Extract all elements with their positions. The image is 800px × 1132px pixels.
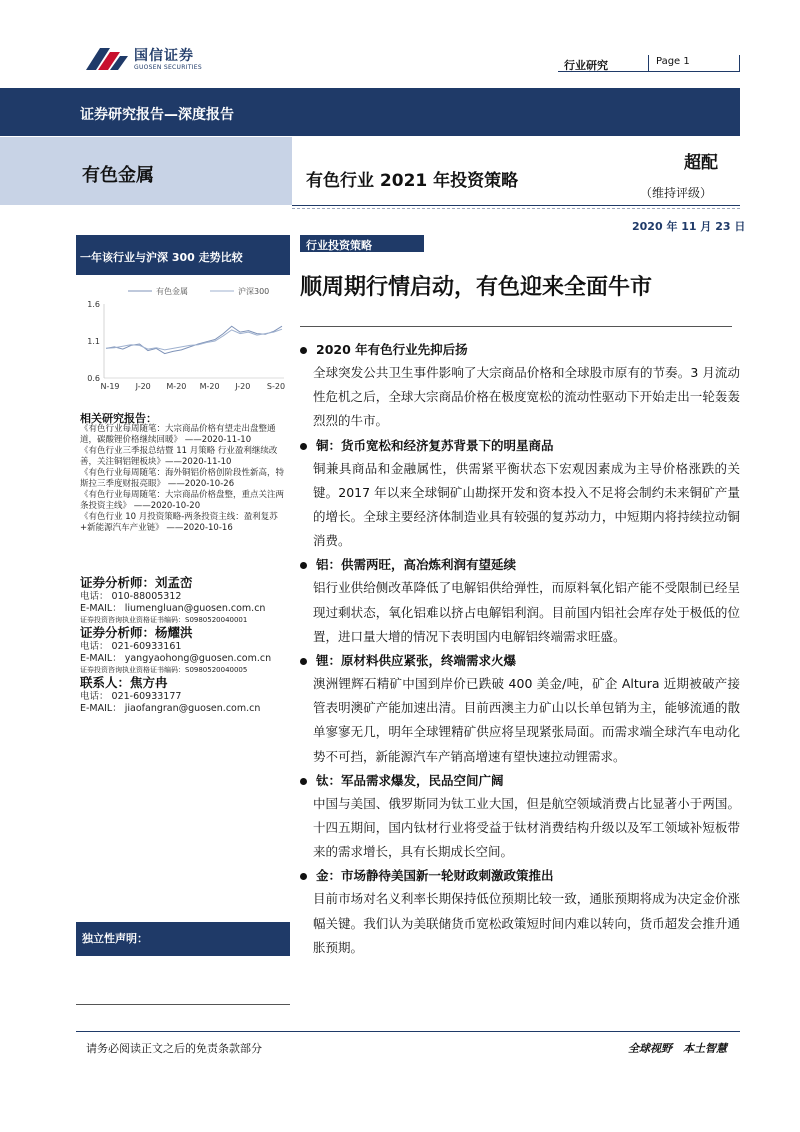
analyst-email[interactable]: E-MAIL： liumengluan@guosen.com.cn xyxy=(80,603,266,614)
page-number: Page 1 xyxy=(656,56,690,67)
chart-x-tick-label: N-19 xyxy=(100,382,120,391)
section-heading: 铜：货币宽松和经济复苏背景下的明星商品 xyxy=(300,435,740,457)
chart-legend-label: 有色金属 xyxy=(156,287,188,296)
bullet-icon xyxy=(300,873,307,880)
section-heading: 钛：军品需求爆发，民品空间广阔 xyxy=(300,770,740,792)
contact-phone: 电话： 021-60933177 xyxy=(80,691,182,702)
related-report-item[interactable]: 《有色行业每周随笔：大宗商品价格有望走出盘整通道，碳酸锂价格继续回暖》 ——2020-11-10 xyxy=(80,424,276,445)
chart-legend-label: 沪深300 xyxy=(238,287,270,296)
chart-x-tick-label: J-20 xyxy=(135,382,151,391)
bullet-icon xyxy=(300,778,307,785)
chart-series-line xyxy=(106,326,282,353)
section-paragraph: 铜兼具商品和金融属性，供需紧平衡状态下宏观因素成为主导价格涨跌的关键。2017 年以来全球铜矿山勘探开发和资本投入不足将会制约未来铜矿产量的增长。全球主要经济体制造业具有较强的复苏动力，中短期内将持续拉动铜消费。 xyxy=(313,460,740,549)
chart-y-tick-label: 1.6 xyxy=(87,300,100,309)
chart-y-tick-label: 0.6 xyxy=(87,374,100,383)
rating-note: （维持评级） xyxy=(640,186,713,200)
independence-title: 独立性声明： xyxy=(82,932,148,945)
headline: 顺周期行情启动，有色迎来全面牛市 xyxy=(300,275,653,300)
date-rule-dashed xyxy=(292,208,740,209)
headline-rule xyxy=(300,326,732,327)
analyst-license: 证券投资咨询执业资格证书编码：S0980520040001 xyxy=(80,616,248,624)
chart-x-tick-label: J-20 xyxy=(235,382,251,391)
chart-series-line xyxy=(106,329,282,350)
related-report-item[interactable]: 《有色行业每周随笔：海外铜铝价格创阶段性新高，特斯拉三季度财报亮眼》 ——2020-10-26 xyxy=(80,468,285,489)
section-paragraph: 目前市场对名义利率长期保持低位预期比较一致，通胀预期将成为决定金价涨幅关键。我们认为美联储货币宽松政策短时间内难以转向，货币超发会推升通胀预期。 xyxy=(313,891,740,955)
rating: 超配 xyxy=(684,153,718,173)
section-paragraph: 铝行业供给侧改革降低了电解铝供给弹性，而原料氧化铝产能不受限制已经呈现过剩状态，氧化铝难以挤占电解铝利润。目前国内铝社会库存处于极低的位置，进口量大增的情况下表明国内电解铝终端需求旺盛。 xyxy=(313,580,740,644)
report-summary xyxy=(300,338,740,960)
contact-name: 联系人：焦方冉 xyxy=(80,675,168,690)
bullet-icon xyxy=(300,658,307,665)
chart-x-tick-label: M-20 xyxy=(166,382,187,391)
chart-x-tick-label: S-20 xyxy=(266,382,286,391)
section-paragraph: 全球突发公共卫生事件影响了大宗商品价格和全球股市原有的节奏。3 月流动性危机之后，全球大宗商品价格在极度宽松的流动性驱动下开始走出一轮轰轰烈烈的牛市。 xyxy=(313,365,740,429)
footer-rule xyxy=(76,1031,740,1032)
logo-text-en: GUOSEN SECURITIES xyxy=(134,64,203,71)
bullet-icon xyxy=(300,443,307,450)
report-date: 2020 年 11 月 23 日 xyxy=(632,220,746,233)
related-reports-list xyxy=(80,424,288,534)
footer-disclaimer: 请务必阅读正文之后的免责条款部分 xyxy=(86,1042,262,1055)
section-paragraph: 澳洲锂辉石精矿中国到岸价已跌破 400 美金/吨，矿企 Altura 近期被破产接管表明澳矿产能加速出清。目前西澳主力矿山以长单包销为主，能够流通的散单寥寥无几，明年全球锂精矿供应将呈现紧张局面。而需求端全球汽车电动化势不可挡，新能源汽车产销高增速有望快速拉动锂需求。 xyxy=(313,676,740,764)
chart-y-tick-label: 1.1 xyxy=(87,337,100,346)
related-report-item[interactable]: 《有色行业 10 月投资策略-两条投资主线：盈利复苏+新能源汽车产业链》 ——2020-10-16 xyxy=(80,512,278,533)
related-report-item[interactable]: 《有色行业三季报总结暨 11 月策略 行业盈利继续改善，关注铜铝锂板块》——2020-11-10 xyxy=(80,446,278,467)
report-type-title: 证券研究报告—深度报告 xyxy=(80,107,234,123)
logo-text-cn: 国信证券 xyxy=(134,48,194,64)
analyst-email[interactable]: E-MAIL： yangyaohong@guosen.com.cn xyxy=(80,653,272,664)
header-divider-right xyxy=(739,55,740,72)
header-section-tag: 行业研究 xyxy=(564,59,608,72)
section-heading: 铝：供需两旺，高冶炼利润有望延续 xyxy=(300,554,740,576)
chart-x-tick-label: M-20 xyxy=(199,382,220,391)
footer-slogan: 全球视野 本土智慧 xyxy=(628,1042,727,1055)
analyst-name: 证券分析师：刘孟峦 xyxy=(80,575,193,590)
company-logo xyxy=(84,40,254,80)
section-heading: 锂：原材料供应紧张，终端需求火爆 xyxy=(300,650,740,672)
sector-name: 有色金属 xyxy=(82,165,154,186)
bullet-icon xyxy=(300,562,307,569)
section-paragraph: 中国与美国、俄罗斯同为钛工业大国，但是航空领域消费占比显著小于两国。十四五期间，国内钛材行业将受益于钛材消费结构升级以及军工领域补短板带来的需求增长，具有长期成长空间。 xyxy=(313,795,740,860)
analyst-license: 证券投资咨询执业资格证书编码：S0980520040005 xyxy=(80,666,248,674)
contact-email[interactable]: E-MAIL： jiaofangran@guosen.com.cn xyxy=(80,703,261,714)
analyst-phone: 电话： 021-60933161 xyxy=(80,641,182,652)
date-rule xyxy=(292,205,740,206)
sidebar-chart-title: 一年该行业与沪深 300 走势比较 xyxy=(80,251,243,264)
analyst-contacts xyxy=(80,575,290,715)
section-heading: 2020 年有色行业先抑后扬 xyxy=(300,339,740,361)
bullet-icon xyxy=(300,347,307,354)
report-title: 有色行业 2021 年投资策略 xyxy=(306,171,519,191)
header-divider xyxy=(648,55,649,72)
related-reports-title: 相关研究报告： xyxy=(80,412,157,425)
analyst-phone: 电话： 010-88005312 xyxy=(80,591,182,602)
sidebar-bottom-rule xyxy=(76,1004,290,1005)
section-heading: 金：市场静待美国新一轮财政刺激政策推出 xyxy=(300,865,740,887)
performance-chart xyxy=(78,282,290,397)
analyst-name: 证券分析师：杨耀洪 xyxy=(80,625,193,640)
logo-mark-icon xyxy=(84,40,130,74)
strategy-tag: 行业投资策略 xyxy=(306,239,372,252)
related-report-item[interactable]: 《有色行业每周随笔：大宗商品价格盘整，重点关注两条投资主线》 ——2020-10-20 xyxy=(80,490,285,511)
